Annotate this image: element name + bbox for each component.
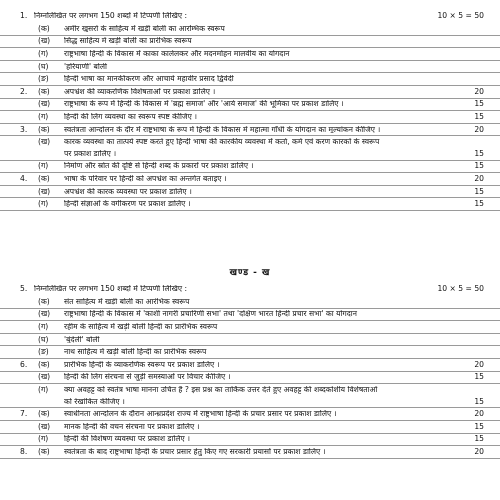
part-label: (ङ) xyxy=(38,74,49,84)
part-label: (ङ) xyxy=(38,347,49,357)
question-part xyxy=(0,123,500,136)
question-part xyxy=(0,359,500,372)
question-number: 4. xyxy=(20,174,28,183)
part-text: हिन्दी संज्ञाओं के वर्गीकरण पर प्रकाश डालिए । xyxy=(64,200,191,208)
part-text: राष्ट्रभाषा हिन्दी के विकास में काका कालेलकर और मदनमोहन मालवीय का योगदान xyxy=(64,50,290,58)
question-part xyxy=(0,446,500,459)
part-text: प्रारंभिक हिन्दी के व्याकरणिक स्वरूप पर प्रकाश डालिए । xyxy=(64,360,220,369)
part-marks: 20 xyxy=(474,86,484,96)
part-label: (ख) xyxy=(38,421,51,431)
question-part xyxy=(0,296,500,309)
question-part xyxy=(0,333,500,346)
part-marks: 15 xyxy=(474,99,484,109)
question-part xyxy=(0,433,500,446)
part-marks: 20 xyxy=(474,124,484,134)
part-marks: 15 xyxy=(474,396,484,406)
part-label: (क) xyxy=(38,23,50,33)
part-marks: 20 xyxy=(474,447,484,456)
question-part xyxy=(0,384,500,396)
question-marks: 10 × 5 = 50 xyxy=(437,11,484,21)
question-part xyxy=(0,346,500,359)
part-label: (क) xyxy=(38,359,50,369)
part-text: कारक व्यवस्था का तात्पर्य स्पष्ट करते हुए हिन्दी भाषा की कारकीय व्यवस्था में कर्ता, कर्म एवं करण कारकों के स्वरूप xyxy=(64,138,380,146)
part-text: अपभ्रंश की कारक व्यवस्था पर प्रकाश डालिए । xyxy=(64,187,192,196)
part-text: स्वाधीनता आन्दोलन के दौरान आन्ध्रप्रदेश राज्य में राष्ट्रभाषा हिन्दी के प्रचार प्रसार पर प्रकाश डालिए । xyxy=(64,410,337,418)
question-part xyxy=(0,185,500,198)
part-label: (ख) xyxy=(38,36,51,46)
question-part xyxy=(0,98,500,111)
part-text: स्वतंत्रता आन्दोलन के दौर में राष्ट्रभाषा के रूप में हिन्दी के विकास में महात्मा गाँधी के योगदान का मूल्यांकन कीजिए । xyxy=(64,125,381,134)
part-text: हिन्दी की लिंग व्यवस्था का स्वरूप स्पष्ट कीजिए । xyxy=(64,113,198,121)
part-label: (घ) xyxy=(38,334,49,344)
question-row xyxy=(0,10,500,22)
part-text: राष्ट्रभाषा के रूप में हिन्दी के विकास में 'ब्रह्म समाज' और 'आर्य समाज' की भूमिका पर प्रकाश डालिए । xyxy=(64,100,344,108)
part-text: हिन्दी की लिंग संरचना से जुड़ी समस्याओं पर विचार कीजिए । xyxy=(64,373,231,381)
part-text-continued: को रेखांकित कीजिए । xyxy=(64,397,125,406)
part-marks: 20 xyxy=(474,174,484,183)
question-part xyxy=(0,136,500,148)
part-label: (ख) xyxy=(38,372,51,382)
question-part xyxy=(0,23,500,36)
question-part xyxy=(0,408,500,421)
question-marks: 10 × 5 = 50 xyxy=(437,284,484,294)
part-label: (घ) xyxy=(38,61,49,71)
question-part xyxy=(0,308,500,321)
part-label: (ख) xyxy=(38,186,51,196)
part-label: (क) xyxy=(38,296,50,306)
part-label: (क) xyxy=(38,86,50,96)
question-part xyxy=(0,86,500,99)
part-label: (क) xyxy=(38,409,50,419)
part-marks: 20 xyxy=(474,359,484,369)
part-label: (ग) xyxy=(38,322,49,331)
question-number: 2. xyxy=(20,86,28,96)
part-label: (क) xyxy=(38,124,50,134)
part-label: (ग) xyxy=(38,385,49,394)
part-text: राष्ट्रभाषा हिन्दी के विकास में 'काशी नागरी प्रचारिणी सभा' तथा 'दक्षिण भारत हिन्दी प्रचार सभा' का योगदान xyxy=(64,310,357,318)
question-number: 6. xyxy=(20,359,28,369)
question-part xyxy=(0,321,500,334)
part-label: (ख) xyxy=(38,99,51,109)
part-label: (ख) xyxy=(38,137,51,147)
part-label: (ग) xyxy=(38,49,49,58)
question-part xyxy=(0,173,500,186)
part-text: हिन्दी भाषा का मानकीकरण और आचार्य महावीर प्रसाद द्विवेदी xyxy=(64,75,234,83)
part-text: सिद्ध साहित्य में खड़ी बोली का प्रारंभिक स्वरूप xyxy=(64,37,192,45)
part-text: संत साहित्य में खड़ी बोली का आरंभिक स्वरूप xyxy=(64,297,190,306)
section-heading: खण्ड - ख xyxy=(229,268,271,278)
question-row xyxy=(0,283,500,295)
part-label: (ग) xyxy=(38,161,49,171)
part-text: मानक हिन्दी की वचन संरचना पर प्रकाश डालिए । xyxy=(64,422,200,431)
part-label: (ग) xyxy=(38,112,49,121)
question-part xyxy=(0,198,500,211)
question-text: निम्नलिखित पर लगभग 150 शब्दों में टिप्पणी लिखिए : xyxy=(34,285,188,293)
part-marks: 15 xyxy=(474,434,484,444)
part-marks: 20 xyxy=(474,409,484,419)
question-text: निम्नलिखित पर लगभग 150 शब्दों में टिप्पणी लिखिए : xyxy=(34,12,188,20)
question-number: 7. xyxy=(20,409,28,419)
question-part-continued xyxy=(0,395,500,408)
question-part xyxy=(0,111,500,124)
part-text: 'बुंदेली' बोली xyxy=(64,335,100,344)
question-part xyxy=(0,160,500,173)
part-label: (ग) xyxy=(38,199,49,209)
part-text: भाषा के परिवार पर हिन्दी को अपभ्रंश का अन्तर्गत बताइए । xyxy=(64,175,227,183)
part-text: क्या अवहट्ट को स्वतंत्र भाषा मानना उचित है ? इस प्रश्न का तार्किक उत्तर देते हुए अवहट्ट की शब्दकोशीय विशेषताओं xyxy=(64,386,378,394)
part-text: नाथ साहित्य में खड़ी बोली हिन्दी का प्रारंभिक स्वरूप xyxy=(64,348,207,356)
part-marks: 15 xyxy=(474,421,484,431)
question-part xyxy=(0,73,500,86)
part-marks: 15 xyxy=(474,112,484,121)
part-text: रहीम के साहित्य में खड़ी बोली हिन्दी का प्रारंभिक स्वरूप xyxy=(64,323,218,331)
part-text: हिन्दी की विशेषण व्यवस्था पर प्रकाश डालिए । xyxy=(64,435,191,443)
part-marks: 15 xyxy=(474,372,484,382)
part-label: (ख) xyxy=(38,309,51,319)
question-part xyxy=(0,371,500,384)
question-part xyxy=(0,421,500,434)
part-label: (क) xyxy=(38,174,50,183)
question-number: 8. xyxy=(20,447,28,456)
part-text: स्वतंत्रता के बाद राष्ट्रभाषा हिन्दी के प्रचार प्रसार हेतु किए गए सरकारी प्रयासों पर प्रकाश डालिए । xyxy=(64,448,326,456)
question-part xyxy=(0,60,500,73)
part-text-continued: पर प्रकाश डालिए । xyxy=(64,149,117,158)
question-number: 5. xyxy=(20,284,28,294)
part-marks: 15 xyxy=(474,199,484,209)
question-number: 1. xyxy=(20,11,28,21)
question-part xyxy=(0,48,500,61)
part-text: अपभ्रंश की व्याकरणिक विशेषताओं पर प्रकाश डालिए । xyxy=(64,87,216,96)
question-part-continued xyxy=(0,148,500,161)
part-label: (ग) xyxy=(38,434,49,444)
part-label: (क) xyxy=(38,447,50,456)
part-text: निर्माण और स्रोत की दृष्टि से हिन्दी शब्द के प्रकारों पर प्रकाश डालिए । xyxy=(64,162,254,170)
part-text: 'हरियाणी' बोली xyxy=(64,62,107,71)
part-marks: 15 xyxy=(474,186,484,196)
part-marks: 15 xyxy=(474,161,484,171)
question-part xyxy=(0,35,500,48)
question-number: 3. xyxy=(20,124,28,134)
part-marks: 15 xyxy=(474,148,484,158)
part-text: अमीर खुसरो के साहित्य में खड़ी बोली का आरम्भिक स्वरूप xyxy=(64,24,225,33)
